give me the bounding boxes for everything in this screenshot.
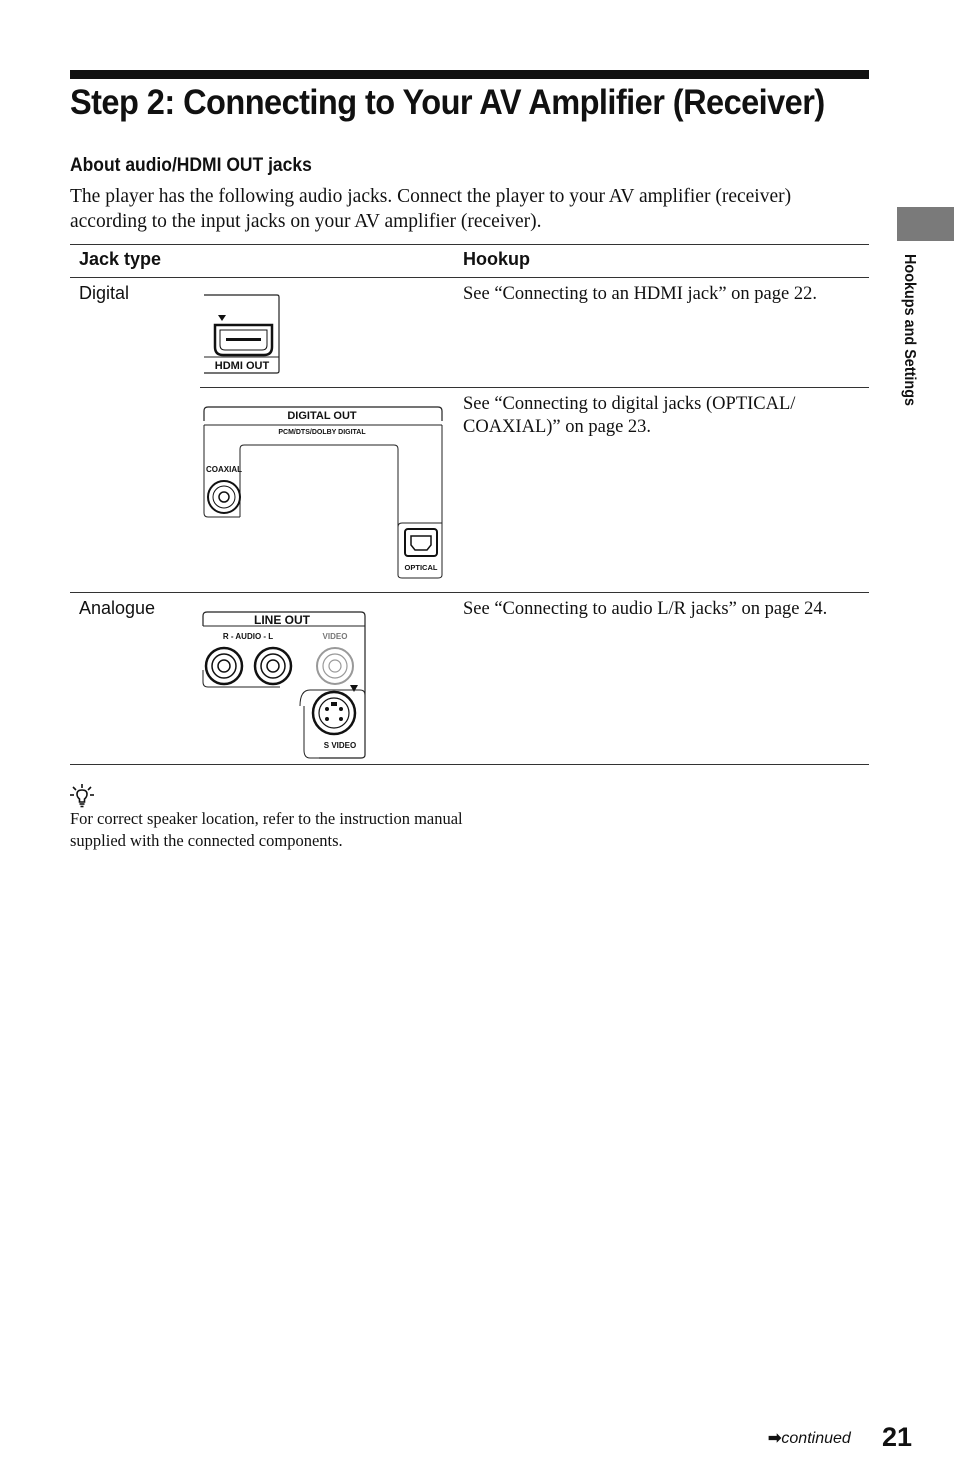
header-jack-type: Jack type xyxy=(79,249,162,269)
hookup-hdmi: See “Connecting to an HDMI jack” on page 22. xyxy=(463,284,817,304)
table-header-rule xyxy=(70,277,869,278)
side-tab-marker xyxy=(897,207,954,241)
tip-text: For correct speaker location, refer to the instruction manual supplied with the connected components. xyxy=(70,809,463,850)
digital-out-label: DIGITAL OUT xyxy=(287,410,357,422)
arrow-right-icon: ➡ xyxy=(768,1430,782,1447)
coaxial-label: COAXIAL xyxy=(206,465,242,474)
hdmi-out-diagram xyxy=(200,293,282,375)
digital-out-diagram xyxy=(200,405,446,580)
table-row-divider xyxy=(200,387,869,388)
jack-type-analogue: Analogue xyxy=(79,598,156,618)
page-title: Step 2: Connecting to Your AV Amplifier (Receiver) xyxy=(70,83,825,122)
hookup-digital-jacks: See “Connecting to digital jacks (OPTICAL/ COAXIAL)” on page 23. xyxy=(463,394,796,437)
s-video-label: S VIDEO xyxy=(323,741,357,750)
table-top-rule xyxy=(70,244,869,245)
table-row-divider xyxy=(70,592,869,593)
optical-jack-icon xyxy=(405,529,437,556)
section-heading: About audio/HDMI OUT jacks xyxy=(70,155,312,176)
top-rule xyxy=(70,70,869,79)
line-out-label: LINE OUT xyxy=(254,613,310,627)
header-hookup: Hookup xyxy=(463,249,530,269)
hdmi-out-label: HDMI OUT xyxy=(214,360,270,372)
table-bottom-rule xyxy=(70,764,869,765)
jack-type-digital: Digital xyxy=(79,283,130,303)
hookup-audio-lr: See “Connecting to audio L/R jacks” on page 24. xyxy=(463,599,828,619)
line-out-diagram xyxy=(200,610,368,762)
lightbulb-icon xyxy=(70,783,94,809)
intro-paragraph: The player has the following audio jacks. Connect the player to your AV amplifier (receiver) according to the input jacks on your AV amplifier (receiver). xyxy=(70,186,792,232)
optical-label: OPTICAL xyxy=(404,563,438,572)
digital-formats-label: PCM/DTS/DOLBY DIGITAL xyxy=(278,429,366,436)
continued-indicator xyxy=(768,1428,851,1448)
continued-label: continued xyxy=(781,1430,851,1447)
audio-rl-label: R - AUDIO - L xyxy=(222,632,274,641)
side-section-label: Hookups and Settings xyxy=(901,254,918,407)
page-number: 21 xyxy=(882,1422,913,1452)
video-label: VIDEO xyxy=(322,632,348,641)
